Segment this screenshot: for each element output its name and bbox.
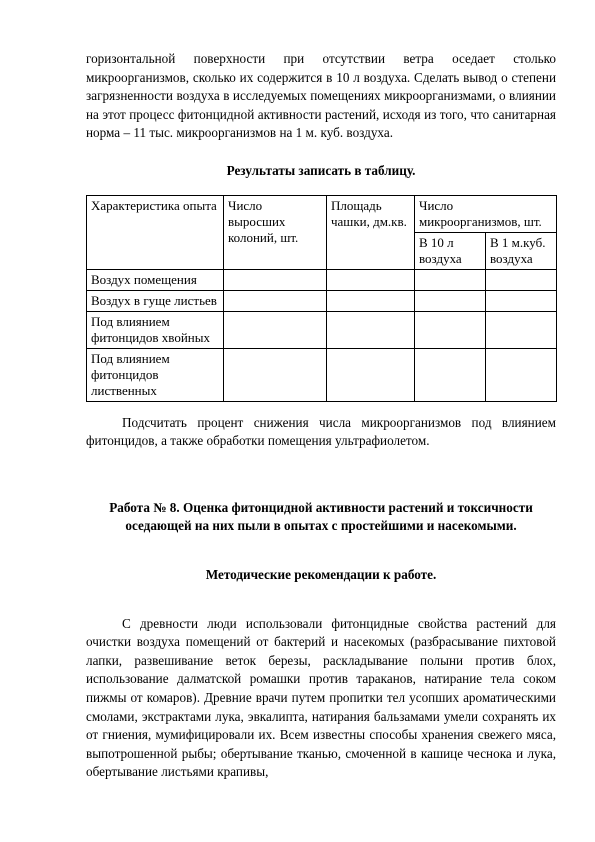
table-cell [486,311,557,348]
table-cell [224,269,327,290]
table-cell [486,348,557,401]
header-per-m3: В 1 м.куб. воздуха [486,232,557,269]
work-title: Работа № 8. Оценка фитонцидной активности растений и токсичности оседающей на них пыли в опытах с простейшими и насекомыми. [109,499,533,534]
table-cell [415,290,486,311]
table-header-row [87,195,557,232]
row-label: Воздух помещения [87,269,224,290]
table-cell [327,290,415,311]
intro-paragraph: горизонтальной поверхности при отсутствии ветра оседает столько микроорганизмов, сколько их содержится в 10 л воздуха. Сделать вывод о степени загрязненности воздуха в исследуемых помещениях микроорганизмами, о влиянии на этот процесс фитонцидной активности растений, исходя из того, что санитарная норма – 11 тыс. микроорганизмов на 1 м. куб. воздуха. [86,51,556,141]
table-cell [486,290,557,311]
table-row [87,311,557,348]
header-area: Площадь чашки, дм.кв. [327,195,415,269]
header-microorganisms: Число микроорганизмов, шт. [415,195,557,232]
row-label: Под влиянием фитонцидов хвойных [87,311,224,348]
method-heading: Методические рекомендации к работе. [205,566,437,582]
header-colonies: Число выросших колоний, шт. [224,195,327,269]
table-cell [224,348,327,401]
row-label: Воздух в гуще листьев [87,290,224,311]
table-row [87,290,557,311]
document-page [86,50,556,782]
row-label: Под влиянием фитонцидов лиственных [87,348,224,401]
table-cell [415,311,486,348]
table-cell [224,311,327,348]
table-cell [415,269,486,290]
header-characteristic: Характеристика опыта [87,195,224,269]
table-cell [327,348,415,401]
body-paragraph: С древности люди использовали фитонцидные свойства растений для очистки воздуха помещений от бактерий и насекомых (разбрасывание пихтовой лапки, развешивание веток березы, раскладывание полыни против блох, использование далматской ромашки против тараканов, натирание тела соком пижмы от комаров). Древние врачи путем пропитки тел усопших ароматическими смолами, экстрактами лука, эвкалипта, натирания бальзамами умели сохранять их от гниения, мумифицировали их. Всем известны способы хранения свежего мяса, выпотрошенной рыбы; обертывание тканью, смоченной в кашице чеснока и лука, обертывание листьями крапивы, [86,615,556,780]
table-cell [415,348,486,401]
results-table [86,195,557,402]
table-cell [486,269,557,290]
table-cell [224,290,327,311]
header-per-10l: В 10 л воздуха [415,232,486,269]
table-cell [327,311,415,348]
after-table-paragraph: Подсчитать процент снижения числа микроорганизмов под влиянием фитонцидов, а также обработки помещения ультрафиолетом. [86,414,556,449]
table-cell [327,269,415,290]
table-row [87,348,557,401]
table-heading: Результаты записать в таблицу. [226,162,416,178]
table-row [87,269,557,290]
